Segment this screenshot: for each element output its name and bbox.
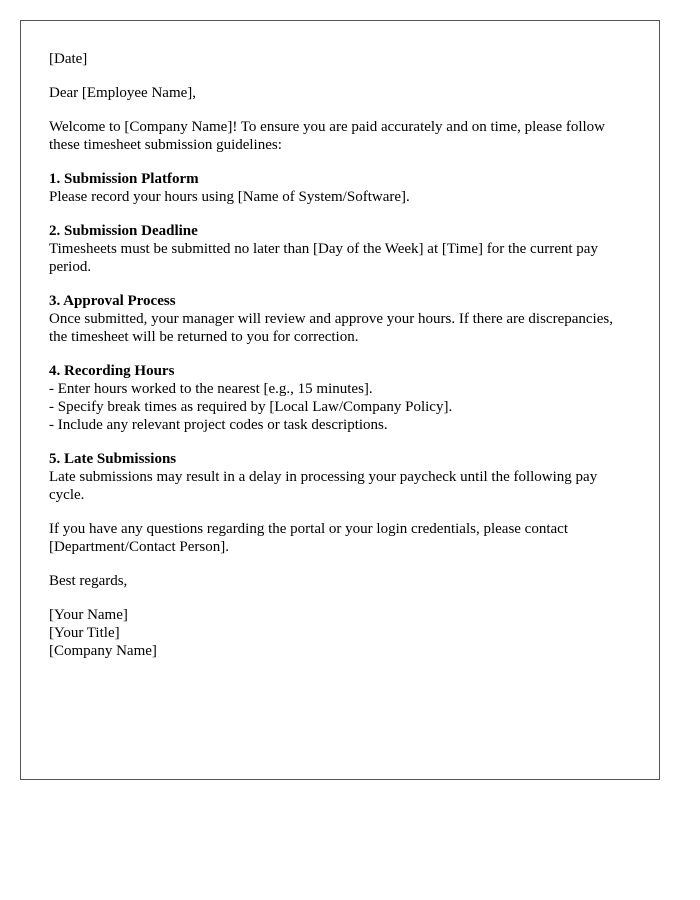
signature-company: [Company Name] (49, 643, 157, 659)
section-body: Timesheets must be submitted no later than [Day of the Week] at [Time] for the current pay period. (49, 241, 598, 275)
letter-document (20, 20, 660, 780)
section-heading: 2. Submission Deadline (49, 223, 198, 239)
bullet-item: - Specify break times as required by [Local Law/Company Policy]. (49, 399, 453, 415)
signature-title: [Your Title] (49, 625, 120, 641)
section-heading: 3. Approval Process (49, 293, 176, 309)
letter-contact: If you have any questions regarding the portal or your login credentials, please contact [Department/Contact Person]. (49, 521, 568, 555)
section-submission-deadline (49, 222, 631, 276)
bullet-item: - Enter hours worked to the nearest [e.g., 15 minutes]. (49, 381, 373, 397)
letter-salutation: Dear [Employee Name], (49, 85, 197, 101)
section-approval-process (49, 292, 631, 346)
section-heading: 1. Submission Platform (49, 171, 199, 187)
section-heading: 4. Recording Hours (49, 363, 175, 379)
section-recording-hours (49, 362, 631, 434)
section-late-submissions (49, 450, 631, 504)
letter-intro: Welcome to [Company Name]! To ensure you are paid accurately and on time, please follow these timesheet submission guidelines: (49, 119, 606, 153)
section-submission-platform (49, 170, 631, 206)
bullet-item: - Include any relevant project codes or task descriptions. (49, 417, 388, 433)
signature-block (49, 606, 631, 660)
letter-date: [Date] (49, 51, 88, 67)
signature-name: [Your Name] (49, 607, 128, 623)
section-body: Please record your hours using [Name of System/Software]. (49, 189, 410, 205)
section-body: Late submissions may result in a delay in processing your paycheck until the following pay cycle. (49, 469, 598, 503)
section-body: Once submitted, your manager will review and approve your hours. If there are discrepancies, the timesheet will be returned to you for correction. (49, 311, 613, 345)
section-heading: 5. Late Submissions (49, 451, 177, 467)
letter-closing: Best regards, (49, 573, 128, 589)
